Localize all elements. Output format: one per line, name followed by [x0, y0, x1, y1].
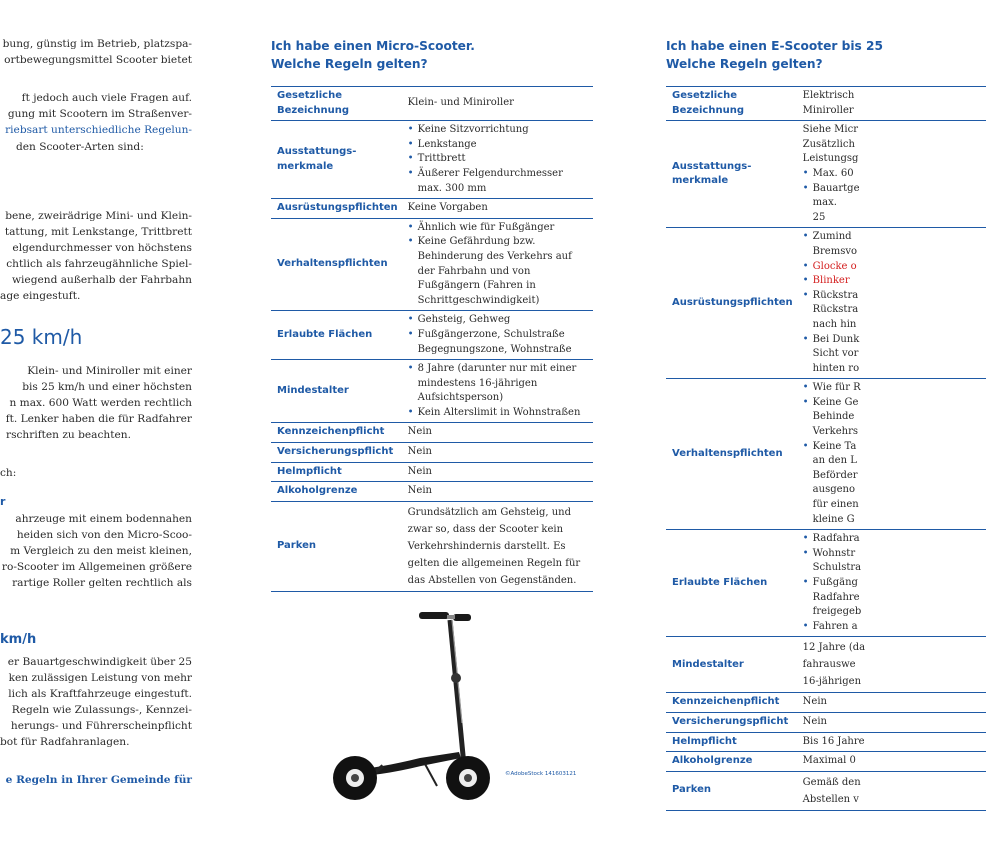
table-row [666, 228, 986, 379]
row-key: Verhaltenspflichten [271, 218, 402, 311]
list-item: • Wie für R [803, 381, 982, 396]
body-line: ch: [0, 467, 17, 479]
table-row [666, 87, 986, 121]
title-line: Ich habe einen Micro-Scooter. [271, 39, 475, 53]
row-value [402, 360, 593, 423]
row-key: Helmpflicht [271, 462, 402, 482]
row-value: Nein [402, 482, 593, 502]
body-line: rschriften zu beachten. [6, 429, 131, 441]
body-line: bis 25 km/h und einer höchsten [22, 381, 192, 393]
row-value: Nein [402, 443, 593, 463]
row-key: Gesetzliche Bezeichnung [666, 87, 797, 121]
row-key: Gesetzliche Bezeichnung [271, 87, 402, 121]
table-row [666, 712, 986, 732]
table-row [271, 87, 593, 121]
list-item: • Trittbrett [408, 152, 589, 167]
row-value: Nein [402, 462, 593, 482]
row-key: Versicherungspflicht [271, 443, 402, 463]
value-line: 16-jährigen [802, 676, 862, 688]
row-key: Ausrüstungspflichten [271, 199, 402, 219]
body-line: rartige Roller gelten rechtlich als [12, 577, 192, 589]
table-row [271, 501, 593, 591]
scooter-kickstand [425, 764, 437, 786]
row-key: Ausstattungs-merkmale [666, 121, 797, 228]
list-item: • 8 Jahre (darunter nur mit einer mindestens 16-jährigen Aufsichtsperson) [408, 362, 589, 406]
table-row [271, 360, 593, 423]
body-line: elgendurchmesser von höchstens [12, 242, 192, 254]
row-value: Nein [402, 423, 593, 443]
row-value [402, 121, 593, 199]
body-line: heiden sich von den Micro-Scoo- [16, 529, 192, 541]
list-item: • Fußgängerzone, Schulstraße Begegnungszone, Wohnstraße [408, 328, 589, 357]
list-item: • Lenkstange [408, 138, 589, 153]
body-line: den Scooter-Arten sind: [16, 141, 144, 153]
list-item: • Gehsteig, Gehweg [408, 313, 589, 328]
row-key: Versicherungspflicht [666, 712, 797, 732]
row-key: Kennzeichenpflicht [271, 423, 402, 443]
e-scooter-table-crop [666, 86, 866, 852]
row-value [797, 771, 986, 810]
row-value: Nein [797, 712, 986, 732]
body-line: ft jedoch auch viele Fragen auf. [21, 92, 192, 104]
row-value: Grundsätzlich am Gehsteig, und zwar so, dass der Scooter kein Verkehrshindernis darstellt. Es gelten die allgemeinen Regeln für das Abstellen von Gegenständen. [402, 501, 593, 591]
list-item: • Radfahra [803, 532, 982, 547]
table-row [271, 462, 593, 482]
body-line: chtlich als fahrzeugähnliche Spiel- [6, 258, 192, 270]
table-row [666, 732, 986, 752]
value-line: Abstellen v [802, 793, 859, 805]
scooter-handlebar [419, 612, 449, 619]
row-key: Mindestalter [271, 360, 402, 423]
list-item: • Ähnlich wie für Fußgänger [408, 221, 589, 236]
list-item: • Keine Ta an den L Beförder ausgeno für einen kleine G [803, 440, 865, 528]
value-line: Gemäß den [802, 776, 861, 788]
subheading: km/h [0, 632, 37, 647]
row-key: Ausstattungs-merkmale [271, 121, 402, 199]
micro-scooter-rules-table [271, 86, 593, 592]
row-value: Maximal 0 [797, 752, 986, 772]
body-line: gung mit Scootern im Straßenver- [7, 108, 192, 120]
value-line: Elektrisch [802, 90, 855, 101]
value-line: Leistungsg [802, 153, 859, 165]
body-line: Regeln wie Zulassungs-, Kennzei- [11, 704, 192, 716]
table-row [666, 752, 986, 772]
list-item: • Wohnstr Schulstra [803, 547, 865, 576]
list-item: • Fußgäng Radfahre freigegeb [803, 576, 865, 620]
body-line: e Regeln in Ihrer Gemeinde für [5, 774, 192, 786]
scooter-bar-joint [447, 615, 455, 619]
list-item: • Äußerer Felgendurchmesser max. 300 mm [408, 167, 589, 196]
row-value: Bis 16 Jahre [797, 732, 986, 752]
table-row [271, 311, 593, 360]
row-value [797, 87, 986, 121]
row-key: Parken [271, 501, 402, 591]
table-row [666, 530, 986, 637]
image-credit: ©AdobeStock 141603121 [505, 771, 577, 777]
list-item: • Keine Ge Behinde Verkehrs [803, 396, 865, 440]
row-value [797, 121, 986, 228]
row-key: Helmpflicht [666, 732, 797, 752]
list-item: • Max. 60 [803, 167, 982, 182]
list-item: • Rückstra Rückstra nach hin [803, 289, 865, 333]
value-line: Siehe Micr [802, 124, 858, 136]
e-scooter-rules-table [666, 86, 986, 811]
micro-scooter-title [271, 37, 591, 73]
value-line: Miniroller [802, 104, 854, 116]
list-item: • Bei Dunk Sicht vor hinten ro [803, 333, 865, 377]
body-line: er Bauartgeschwindigkeit über 25 [7, 656, 192, 668]
body-line: Klein- und Miniroller mit einer [27, 365, 192, 377]
scooter-fold-joint [451, 673, 461, 683]
title-line: Welche Regeln gelten? [666, 57, 823, 71]
scooter-wheel-axle [351, 774, 359, 782]
row-key: Kennzeichenpflicht [666, 693, 797, 713]
list-item: • Kein Alterslimit in Wohnstraßen [408, 406, 589, 421]
body-line: ro-Scooter im Allgemeinen größere [1, 561, 192, 573]
list-item: • Keine Sitzvorrichtung [408, 123, 589, 138]
body-line: herungs- und Führerscheinpflicht [10, 720, 192, 732]
section-heading: 25 km/h [0, 325, 83, 349]
body-line: tattung, mit Lenkstange, Trittbrett [4, 226, 192, 238]
body-line: age eingestuft. [0, 290, 81, 302]
value-line: 12 Jahre (da [802, 642, 866, 654]
table-row [666, 379, 986, 530]
body-line: ortbewegungsmittel Scooter bietet [4, 54, 192, 66]
row-value: Nein [797, 693, 986, 713]
row-key: Erlaubte Flächen [666, 530, 797, 637]
row-key: Parken [666, 771, 797, 810]
body-line: m Vergleich zu den meist kleinen, [10, 545, 192, 557]
table-row [271, 482, 593, 502]
table-row [666, 121, 986, 228]
row-key: Alkoholgrenze [271, 482, 402, 502]
list-item: • Glocke o [803, 260, 982, 275]
value-line: fahrauswe [802, 659, 856, 671]
row-value [797, 637, 986, 693]
table-row [271, 423, 593, 443]
list-item: • Keine Gefährdung bzw. Behinderung des Verkehrs auf der Fahrbahn und von Fußgängern (Fahren in Schrittgeschwindigkeit) [408, 235, 589, 308]
body-line: bung, günstig im Betrieb, platzspa- [2, 38, 192, 50]
value-line: Zusätzlich [802, 138, 855, 150]
list-item: • Fahren a [803, 620, 982, 635]
body-line: lich als Kraftfahrzeuge eingestuft. [8, 688, 192, 700]
row-value [797, 228, 986, 379]
body-line: wiegend außerhalb der Fahrbahn [11, 274, 192, 286]
subheading: r [0, 495, 6, 508]
row-key: Verhaltenspflichten [666, 379, 797, 530]
row-value [402, 311, 593, 360]
body-line: ft. Lenker haben die für Radfahrer [5, 413, 192, 425]
list-item: • Zumind Bremsvo [803, 230, 865, 259]
body-line: bene, zweirädrige Mini- und Klein- [5, 210, 192, 222]
scooter-wheel-axle [464, 774, 472, 782]
list-item: • Blinker [803, 274, 982, 289]
table-row [666, 693, 986, 713]
left-column [0, 0, 200, 852]
body-line: bot für Radfahranlagen. [0, 736, 130, 748]
body-line: ahrzeuge mit einem bodennahen [15, 513, 192, 525]
table-row [271, 121, 593, 199]
table-row [666, 637, 986, 693]
body-line: riebsart unterschiedliche Regelun- [5, 124, 192, 136]
table-row [271, 443, 593, 463]
table-row [666, 771, 986, 810]
scooter-handlebar [453, 614, 471, 621]
row-key: Erlaubte Flächen [271, 311, 402, 360]
row-key: Alkoholgrenze [666, 752, 797, 772]
row-value [797, 530, 986, 637]
row-value [402, 218, 593, 311]
table-row [271, 199, 593, 219]
title-line: Welche Regeln gelten? [271, 57, 428, 71]
title-line: Ich habe einen E-Scooter bis 25 [666, 39, 883, 53]
scooter-image [325, 608, 500, 808]
list-item: • Bauartge max. 25 [803, 182, 853, 226]
body-line: n max. 600 Watt werden rechtlich [9, 397, 192, 409]
body-line: ken zulässigen Leistung von mehr [8, 672, 192, 684]
row-key: Mindestalter [666, 637, 797, 693]
row-key: Ausrüstungspflichten [666, 228, 797, 379]
row-value: Keine Vorgaben [402, 199, 593, 219]
table-row [271, 218, 593, 311]
row-value [797, 379, 986, 530]
e-scooter-title [666, 37, 883, 73]
row-value: Klein- und Miniroller [402, 87, 593, 121]
